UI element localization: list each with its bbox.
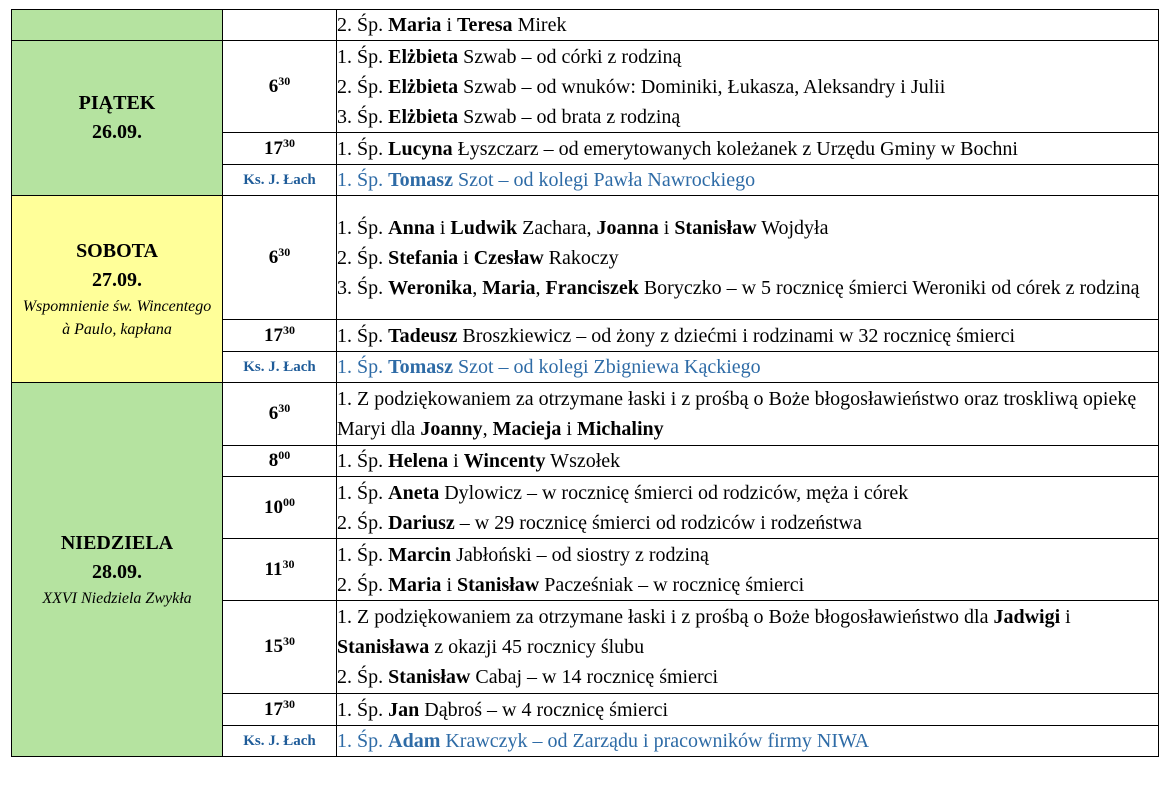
mass-time: $17^{30}$: [223, 133, 337, 165]
table-row: [12, 10, 1159, 41]
intention-line: 2. Śp. Maria i Teresa Mirek: [337, 14, 567, 36]
intention-line: 1. Śp. Anna i Ludwik Zachara, Joanna i Stanisław Wojdyła: [337, 216, 829, 239]
person-name: Stanisław: [674, 216, 757, 239]
intention-cell: [337, 320, 1159, 352]
person-name: Elżbieta: [388, 105, 459, 128]
person-name: Joanny: [420, 418, 483, 440]
priest-name: Ks. J. Łach: [223, 165, 337, 196]
person-name: Maria: [482, 276, 536, 299]
intention-line: 1. Śp. Jan Dąbroś – w 4 rocznicę śmierci: [337, 698, 669, 721]
table-row: [12, 41, 1159, 133]
person-name: Tomasz: [388, 169, 453, 191]
person-name: Ludwik: [450, 216, 518, 239]
mass-time: $6^{30}$: [223, 41, 337, 133]
person-name: Macieja: [492, 418, 562, 440]
intention-cell: [337, 133, 1159, 165]
intention-line: 1. Śp. Marcin Jabłoński – od siostry z rodziną: [337, 543, 709, 566]
intention-line: 2. Śp. Stanisław Cabaj – w 14 rocznicę śmierci: [337, 666, 719, 688]
intention-cell: [337, 694, 1159, 726]
table-row: [12, 383, 1159, 446]
day-date: 26.09.: [92, 121, 142, 143]
intention-cell: [337, 196, 1159, 320]
person-name: Stanisława: [337, 636, 430, 658]
intention-line: 1. Śp. Adam Krawczyk – od Zarządu i pracowników firmy NIWA: [337, 730, 870, 752]
mass-time: $6^{30}$: [223, 383, 337, 446]
intention-line: 2. Śp. Maria i Stanisław Pacześniak – w rocznicę śmierci: [337, 573, 805, 596]
person-name: Lucyna: [388, 137, 453, 160]
person-name: Stanisław: [457, 573, 540, 596]
intention-line: 3. Śp. Weronika, Maria, Franciszek Boryczko – w 5 rocznicę śmierci Weroniki od córek z rodziną: [337, 276, 1140, 299]
person-name: Aneta: [388, 481, 440, 504]
intention-cell: [337, 539, 1159, 601]
mass-time: $11^{30}$: [223, 539, 337, 601]
person-name: Stefania: [388, 246, 459, 269]
person-name: Adam: [388, 730, 441, 752]
intention-cell: [337, 477, 1159, 539]
day-note: XXVI Niedziela Zwykła: [42, 590, 192, 607]
intention-line: 1. Z podziękowaniem za otrzymane łaski i z prośbą o Boże błogosławieństwo dla Jadwigi i Stanisława z okazji 45 rocznicy ślubu: [337, 606, 1071, 658]
intention-line: 1. Z podziękowaniem za otrzymane łaski i z prośbą o Boże błogosławieństwo oraz troskliwą opiekę Maryi dla Joanny, Macieja i Michaliny: [337, 388, 1137, 440]
day-cell-friday: [12, 41, 223, 196]
person-name: Maria: [388, 14, 442, 36]
person-name: Tomasz: [388, 356, 453, 378]
intention-line: 3. Śp. Elżbieta Szwab – od brata z rodziną: [337, 105, 681, 128]
intention-line: 2. Śp. Elżbieta Szwab – od wnuków: Dominiki, Łukasza, Aleksandry i Julii: [337, 75, 946, 98]
mass-time: $8^{00}$: [223, 446, 337, 477]
mass-time: $10^{00}$: [223, 477, 337, 539]
person-name: Stanisław: [388, 666, 471, 688]
intention-cell: [337, 41, 1159, 133]
intention-line: 1. Śp. Helena i Wincenty Wszołek: [337, 450, 621, 472]
mass-intentions-table: [11, 9, 1159, 757]
intention-cell: [337, 446, 1159, 477]
priest-name: Ks. J. Łach: [223, 726, 337, 757]
mass-time: $6^{30}$: [223, 196, 337, 320]
intention-line: 1. Śp. Tomasz Szot – od kolegi Zbigniewa Kąckiego: [337, 356, 761, 378]
intention-cell: [337, 383, 1159, 446]
person-name: Michaliny: [576, 418, 664, 440]
mass-time: $17^{30}$: [223, 320, 337, 352]
time-cell-empty: [223, 10, 337, 41]
person-name: Marcin: [388, 543, 452, 566]
mass-time: $17^{30}$: [223, 694, 337, 726]
person-name: Elżbieta: [388, 75, 459, 98]
intention-cell: [337, 165, 1159, 196]
person-name: Anna: [388, 216, 435, 239]
person-name: Jadwigi: [993, 606, 1061, 628]
intention-line: 1. Śp. Tomasz Szot – od kolegi Pawła Nawrockiego: [337, 169, 756, 191]
person-name: Weronika: [388, 276, 473, 299]
intention-line: 1. Śp. Lucyna Łyszczarz – od emerytowanych koleżanek z Urzędu Gminy w Bochni: [337, 137, 1018, 160]
priest-name: Ks. J. Łach: [223, 352, 337, 383]
person-name: Tadeusz: [388, 324, 458, 347]
intention-cell: [337, 10, 1159, 41]
day-note: Wspomnienie św. Wincentego à Paulo, kapłana: [22, 298, 212, 338]
person-name: Helena: [388, 450, 449, 472]
intention-line: 2. Śp. Dariusz – w 29 rocznicę śmierci od rodziców i rodzeństwa: [337, 511, 862, 534]
day-name: PIĄTEK: [78, 92, 156, 114]
day-name: SOBOTA: [76, 240, 158, 262]
day-date: 27.09.: [92, 269, 142, 291]
intention-cell: [337, 726, 1159, 757]
person-name: Teresa: [457, 14, 513, 36]
person-name: Franciszek: [545, 276, 639, 299]
day-cell-sunday: [12, 383, 223, 757]
day-cell-previous: [12, 10, 223, 41]
person-name: Joanna: [596, 216, 659, 239]
person-name: Jan: [388, 698, 420, 721]
intention-line: 2. Śp. Stefania i Czesław Rakoczy: [337, 246, 619, 269]
person-name: Czesław: [473, 246, 544, 269]
mass-time: $15^{30}$: [223, 601, 337, 694]
person-name: Elżbieta: [388, 45, 459, 68]
intention-cell: [337, 601, 1159, 694]
intention-line: 1. Śp. Tadeusz Broszkiewicz – od żony z dziećmi i rodzinami w 32 rocznicę śmierci: [337, 324, 1015, 347]
day-date: 28.09.: [92, 561, 142, 583]
day-name: NIEDZIELA: [60, 532, 174, 554]
intention-line: 1. Śp. Aneta Dylowicz – w rocznicę śmierci od rodziców, męża i córek: [337, 481, 909, 504]
person-name: Maria: [388, 573, 442, 596]
intention-cell: [337, 352, 1159, 383]
table-row: [12, 196, 1159, 320]
person-name: Dariusz: [388, 511, 455, 534]
intention-line: 1. Śp. Elżbieta Szwab – od córki z rodziną: [337, 45, 682, 68]
person-name: Wincenty: [463, 450, 546, 472]
day-cell-saturday: [12, 196, 223, 383]
